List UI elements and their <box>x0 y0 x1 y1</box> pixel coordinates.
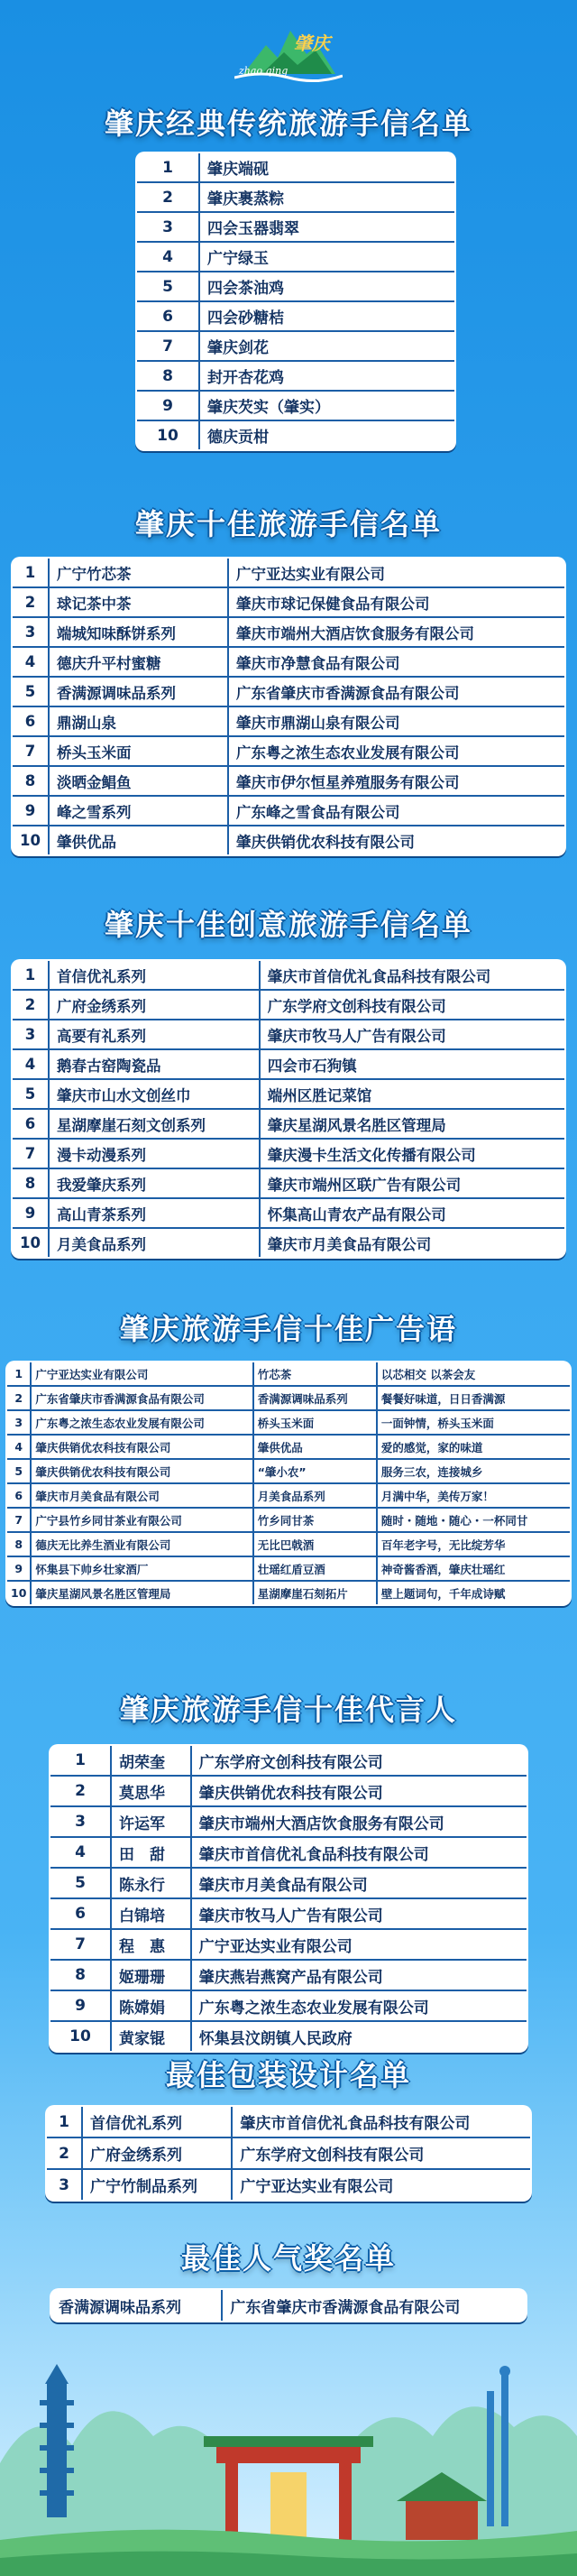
table-cell: 球记茶中茶 <box>49 587 228 617</box>
table-cell: 月美食品系列 <box>253 1483 377 1508</box>
table-cell: 一面钟情，桥头玉米面 <box>377 1410 571 1435</box>
row-number: 7 <box>50 1929 111 1960</box>
table-cell: 肇庆市首信优礼食品科技有限公司 <box>191 1837 527 1868</box>
creative-row <box>12 1020 565 1049</box>
table-cell: 胡荣奎 <box>111 1745 191 1776</box>
creative-row <box>12 1168 565 1198</box>
row-number: 7 <box>136 331 199 361</box>
classic-row <box>136 212 455 242</box>
table-cell: 竹乡同甘茶 <box>253 1508 377 1532</box>
table-cell: 广东省肇庆市香满源食品有限公司 <box>222 2289 527 2322</box>
table-cell: 怀集县下帅乡壮家酒厂 <box>31 1556 252 1581</box>
row-number: 6 <box>136 301 199 331</box>
row-number: 1 <box>46 2106 82 2137</box>
table-cell: 广东省肇庆市香满源食品有限公司 <box>228 677 565 706</box>
slogan-row <box>6 1386 571 1410</box>
ambassador-row <box>50 1776 527 1806</box>
table-cell: 端州区胜记菜馆 <box>260 1079 565 1109</box>
table-cell: 星湖摩崖石刻文创系列 <box>49 1109 260 1139</box>
table-cell: 肇庆市牧马人广告有限公司 <box>191 1898 527 1929</box>
archway-icon <box>204 2436 373 2544</box>
packaging-row <box>46 2137 531 2169</box>
table-cell: 鼎湖山泉 <box>49 706 228 736</box>
row-number: 5 <box>12 1079 49 1109</box>
row-number: 2 <box>12 587 49 617</box>
row-number: 2 <box>46 2137 82 2169</box>
table-cell: 首信优礼系列 <box>82 2106 232 2137</box>
table-cell: 肇庆芡实（肇实） <box>199 391 455 420</box>
table-cell: 高山青茶系列 <box>49 1198 260 1228</box>
table-cell: 广东粤之浓生态农业发展有限公司 <box>31 1410 252 1435</box>
section-title-creative: 肇庆十佳创意旅游手信名单 <box>104 908 472 942</box>
row-number: 3 <box>12 617 49 647</box>
row-number: 3 <box>6 1410 31 1435</box>
row-number: 6 <box>6 1483 31 1508</box>
table-cell: 肇庆市鼎湖山泉有限公司 <box>228 706 565 736</box>
packaging-row <box>46 2169 531 2201</box>
table-cell: 肇庆端砚 <box>199 152 455 182</box>
slogan-row <box>6 1508 571 1532</box>
slogan-row <box>6 1410 571 1435</box>
slogan-row <box>6 1556 571 1581</box>
table-cell: 随时・随地・随心・一杯同甘 <box>377 1508 571 1532</box>
section-title-classic: 肇庆经典传统旅游手信名单 <box>104 106 472 141</box>
table-cell: 莫思华 <box>111 1776 191 1806</box>
table-cell: 四会玉器翡翠 <box>199 212 455 242</box>
row-number: 3 <box>46 2169 82 2201</box>
row-number: 2 <box>12 990 49 1020</box>
top-ten-row <box>12 766 565 796</box>
ambassador-row <box>50 1868 527 1898</box>
row-number: 9 <box>136 391 199 420</box>
table-cell: 肇庆市山水文创丝巾 <box>49 1079 260 1109</box>
ambassador-row <box>50 1960 527 1990</box>
table-cell: 餐餐好味道，日日香满源 <box>377 1386 571 1410</box>
table-cell: 以芯相交 以茶会友 <box>377 1362 571 1386</box>
table-cell: 肇庆裹蒸粽 <box>199 182 455 212</box>
table-cell: 广府金绣系列 <box>82 2137 232 2169</box>
table-cell: 四会市石狗镇 <box>260 1049 565 1079</box>
table-cell: 肇庆供销优农科技有限公司 <box>228 826 565 855</box>
table-cell: 桥头玉米面 <box>253 1410 377 1435</box>
classic-row <box>136 361 455 391</box>
row-number: 8 <box>136 361 199 391</box>
table-cell: 端城知味酥饼系列 <box>49 617 228 647</box>
row-number: 7 <box>6 1508 31 1532</box>
table-cell: 广宁竹芯茶 <box>49 558 228 587</box>
creative-row <box>12 1109 565 1139</box>
row-number: 9 <box>6 1556 31 1581</box>
table-cell: 肇供优品 <box>49 826 228 855</box>
table-cell: 怀集县汶朗镇人民政府 <box>191 2021 527 2052</box>
table-cell: 肇庆市伊尔恒星养殖服务有限公司 <box>228 766 565 796</box>
table-cell: 肇庆星湖风景名胜区管理局 <box>31 1581 252 1605</box>
table-cell: 广宁竹制品系列 <box>82 2169 232 2201</box>
table-cell: 服务三农，连接城乡 <box>377 1459 571 1483</box>
table-cell: 广府金绣系列 <box>49 990 260 1020</box>
table-cell: 我爱肇庆系列 <box>49 1168 260 1198</box>
table-cell: 壁上题词句，千年成诗赋 <box>377 1581 571 1605</box>
table-cell: 德庆贡柑 <box>199 420 455 450</box>
table-cell: 肇庆市月美食品有限公司 <box>31 1483 252 1508</box>
table-cell: 百年老字号，无比绽芳华 <box>377 1532 571 1556</box>
row-number: 4 <box>6 1435 31 1459</box>
table-cell: 肇庆漫卡生活文化传播有限公司 <box>260 1139 565 1168</box>
top-ten-row <box>12 736 565 766</box>
row-number: 10 <box>136 420 199 450</box>
top-ten-row <box>12 587 565 617</box>
classic-row <box>136 301 455 331</box>
row-number: 6 <box>50 1898 111 1929</box>
table-cell: “肇小农” <box>253 1459 377 1483</box>
table-cell: 广东省肇庆市香满源食品有限公司 <box>31 1386 252 1410</box>
table-cell: 肇庆燕岩燕窝产品有限公司 <box>191 1960 527 1990</box>
row-number: 8 <box>12 1168 49 1198</box>
row-number: 5 <box>136 272 199 301</box>
creative-row <box>12 1079 565 1109</box>
table-cell: 广宁亚达实业有限公司 <box>191 1929 527 1960</box>
table-cell: 漫卡动漫系列 <box>49 1139 260 1168</box>
table-cell: 无比巴戟酒 <box>253 1532 377 1556</box>
table-cell: 姬珊珊 <box>111 1960 191 1990</box>
table-cell: 高要有礼系列 <box>49 1020 260 1049</box>
table-cell: 怀集高山青农产品有限公司 <box>260 1198 565 1228</box>
table-cell: 肇庆市端州大酒店饮食服务有限公司 <box>228 617 565 647</box>
table-cell: 肇庆市月美食品有限公司 <box>191 1868 527 1898</box>
slogan-table <box>5 1361 572 1606</box>
table-cell: 神奇酱香酒，肇庆壮瑶红 <box>377 1556 571 1581</box>
table-cell: 香满源调味品系列 <box>49 677 228 706</box>
row-number: 7 <box>12 1139 49 1168</box>
classic-row <box>136 331 455 361</box>
ambassador-row <box>50 1898 527 1929</box>
row-number: 2 <box>136 182 199 212</box>
classic-souvenir-table <box>135 152 456 451</box>
table-cell: 竹芯茶 <box>253 1362 377 1386</box>
section-title-popularity: 最佳人气奖名单 <box>180 2241 396 2276</box>
row-number: 4 <box>12 1049 49 1079</box>
table-cell: 广东学府文创科技有限公司 <box>260 990 565 1020</box>
section-title-ambassadors: 肇庆旅游手信十佳代言人 <box>119 1693 457 1727</box>
row-number: 2 <box>6 1386 31 1410</box>
row-number: 1 <box>12 960 49 990</box>
row-number: 10 <box>12 826 49 855</box>
table-cell: 田 甜 <box>111 1837 191 1868</box>
table-cell: 广宁绿玉 <box>199 242 455 272</box>
row-number: 7 <box>12 736 49 766</box>
row-number: 5 <box>12 677 49 706</box>
ambassador-table <box>49 1744 528 2053</box>
creative-souvenir-table <box>11 959 566 1259</box>
table-cell: 首信优礼系列 <box>49 960 260 990</box>
ambassador-row <box>50 1837 527 1868</box>
ambassador-row <box>50 1990 527 2021</box>
packaging-row <box>46 2106 531 2137</box>
table-cell: 封开杏花鸡 <box>199 361 455 391</box>
row-number: 9 <box>50 1990 111 2021</box>
popularity-table <box>50 2288 527 2322</box>
table-cell: 淡晒金鲳鱼 <box>49 766 228 796</box>
row-number: 2 <box>50 1776 111 1806</box>
row-number: 5 <box>6 1459 31 1483</box>
top-ten-row <box>12 677 565 706</box>
packaging-table <box>45 2105 532 2202</box>
top-ten-row <box>12 647 565 677</box>
table-cell: 月满中华，美传万家！ <box>377 1483 571 1508</box>
table-cell: 广宁亚达实业有限公司 <box>31 1362 252 1386</box>
table-cell: 德庆升平村蜜糖 <box>49 647 228 677</box>
table-cell: 广东学府文创科技有限公司 <box>191 1745 527 1776</box>
table-cell: 广东粤之浓生态农业发展有限公司 <box>228 736 565 766</box>
slogan-row <box>6 1459 571 1483</box>
row-number: 6 <box>12 1109 49 1139</box>
table-cell: 桥头玉米面 <box>49 736 228 766</box>
table-cell: 香满源调味品系列 <box>50 2289 222 2322</box>
table-cell: 肇庆市端州大酒店饮食服务有限公司 <box>191 1806 527 1837</box>
row-number: 3 <box>12 1020 49 1049</box>
table-cell: 程 惠 <box>111 1929 191 1960</box>
row-number: 1 <box>136 152 199 182</box>
classic-row <box>136 391 455 420</box>
table-cell: 陈嫦娟 <box>111 1990 191 2021</box>
table-cell: 广宁县竹乡同甘茶业有限公司 <box>31 1508 252 1532</box>
table-cell: 白锦培 <box>111 1898 191 1929</box>
row-number: 10 <box>12 1228 49 1258</box>
row-number: 6 <box>12 706 49 736</box>
row-number: 5 <box>50 1868 111 1898</box>
table-cell: 肇庆供销优农科技有限公司 <box>31 1435 252 1459</box>
creative-row <box>12 1049 565 1079</box>
table-cell: 星湖摩崖石刻拓片 <box>253 1581 377 1605</box>
section-title-packaging: 最佳包装设计名单 <box>165 2058 411 2092</box>
table-cell: 壮瑶红盾豆酒 <box>253 1556 377 1581</box>
creative-row <box>12 990 565 1020</box>
slogan-row <box>6 1581 571 1605</box>
ambassador-row <box>50 1806 527 1837</box>
row-number: 3 <box>50 1806 111 1837</box>
row-number: 8 <box>6 1532 31 1556</box>
creative-row <box>12 1228 565 1258</box>
landmark-scene <box>0 2346 577 2576</box>
ambassador-row <box>50 2021 527 2052</box>
section-title-slogans: 肇庆旅游手信十佳广告语 <box>119 1312 457 1346</box>
table-cell: 许运军 <box>111 1806 191 1837</box>
row-number: 1 <box>6 1362 31 1386</box>
row-number: 8 <box>12 766 49 796</box>
table-cell: 德庆无比养生酒业有限公司 <box>31 1532 252 1556</box>
row-number: 1 <box>12 558 49 587</box>
slogan-row <box>6 1532 571 1556</box>
row-number: 1 <box>50 1745 111 1776</box>
table-cell: 广东学府文创科技有限公司 <box>232 2137 531 2169</box>
row-number: 4 <box>12 647 49 677</box>
slogan-row <box>6 1362 571 1386</box>
table-cell: 肇庆市球记保健食品有限公司 <box>228 587 565 617</box>
table-cell: 肇供优品 <box>253 1435 377 1459</box>
row-number: 9 <box>12 796 49 826</box>
ambassador-row <box>50 1745 527 1776</box>
top-ten-row <box>12 706 565 736</box>
table-cell: 肇庆市首信优礼食品科技有限公司 <box>232 2106 531 2137</box>
creative-row <box>12 1139 565 1168</box>
table-cell: 香满源调味品系列 <box>253 1386 377 1410</box>
row-number: 4 <box>50 1837 111 1868</box>
row-number: 10 <box>6 1581 31 1605</box>
table-cell: 肇庆剑花 <box>199 331 455 361</box>
table-cell: 肇庆市牧马人广告有限公司 <box>260 1020 565 1049</box>
table-cell: 爱的感觉，家的味道 <box>377 1435 571 1459</box>
table-cell: 峰之雪系列 <box>49 796 228 826</box>
slogan-row <box>6 1483 571 1508</box>
table-cell: 四会砂糖桔 <box>199 301 455 331</box>
slogan-row <box>6 1435 571 1459</box>
creative-row <box>12 960 565 990</box>
top-ten-souvenir-table <box>11 557 566 856</box>
table-cell: 广东峰之雪食品有限公司 <box>228 796 565 826</box>
top-ten-row <box>12 826 565 855</box>
table-cell: 肇庆星湖风景名胜区管理局 <box>260 1109 565 1139</box>
creative-row <box>12 1198 565 1228</box>
top-ten-row <box>12 617 565 647</box>
table-cell: 广宁亚达实业有限公司 <box>232 2169 531 2201</box>
table-cell: 肇庆供销优农科技有限公司 <box>31 1459 252 1483</box>
logo-english-text: zhao qing <box>239 65 288 77</box>
table-cell: 广宁亚达实业有限公司 <box>228 558 565 587</box>
popularity-row <box>50 2289 527 2322</box>
table-cell: 肇庆市净慧食品有限公司 <box>228 647 565 677</box>
table-cell: 黄家锟 <box>111 2021 191 2052</box>
table-cell: 鹅春古窑陶瓷品 <box>49 1049 260 1079</box>
top-ten-row <box>12 558 565 587</box>
table-cell: 肇庆市首信优礼食品科技有限公司 <box>260 960 565 990</box>
classic-row <box>136 182 455 212</box>
classic-row <box>136 420 455 450</box>
table-cell: 肇庆市端州区联广告有限公司 <box>260 1168 565 1198</box>
table-cell: 陈永行 <box>111 1868 191 1898</box>
classic-row <box>136 152 455 182</box>
table-cell: 广东粤之浓生态农业发展有限公司 <box>191 1990 527 2021</box>
classic-row <box>136 272 455 301</box>
row-number: 10 <box>50 2021 111 2052</box>
ambassador-row <box>50 1929 527 1960</box>
top-ten-row <box>12 796 565 826</box>
logo-chinese-text: 肇庆 <box>294 32 330 54</box>
row-number: 3 <box>136 212 199 242</box>
classic-row <box>136 242 455 272</box>
row-number: 9 <box>12 1198 49 1228</box>
table-cell: 月美食品系列 <box>49 1228 260 1258</box>
table-cell: 四会茶油鸡 <box>199 272 455 301</box>
table-cell: 肇庆市月美食品有限公司 <box>260 1228 565 1258</box>
row-number: 8 <box>50 1960 111 1990</box>
section-title-top-ten: 肇庆十佳旅游手信名单 <box>134 507 442 541</box>
row-number: 4 <box>136 242 199 272</box>
table-cell: 肇庆供销优农科技有限公司 <box>191 1776 527 1806</box>
